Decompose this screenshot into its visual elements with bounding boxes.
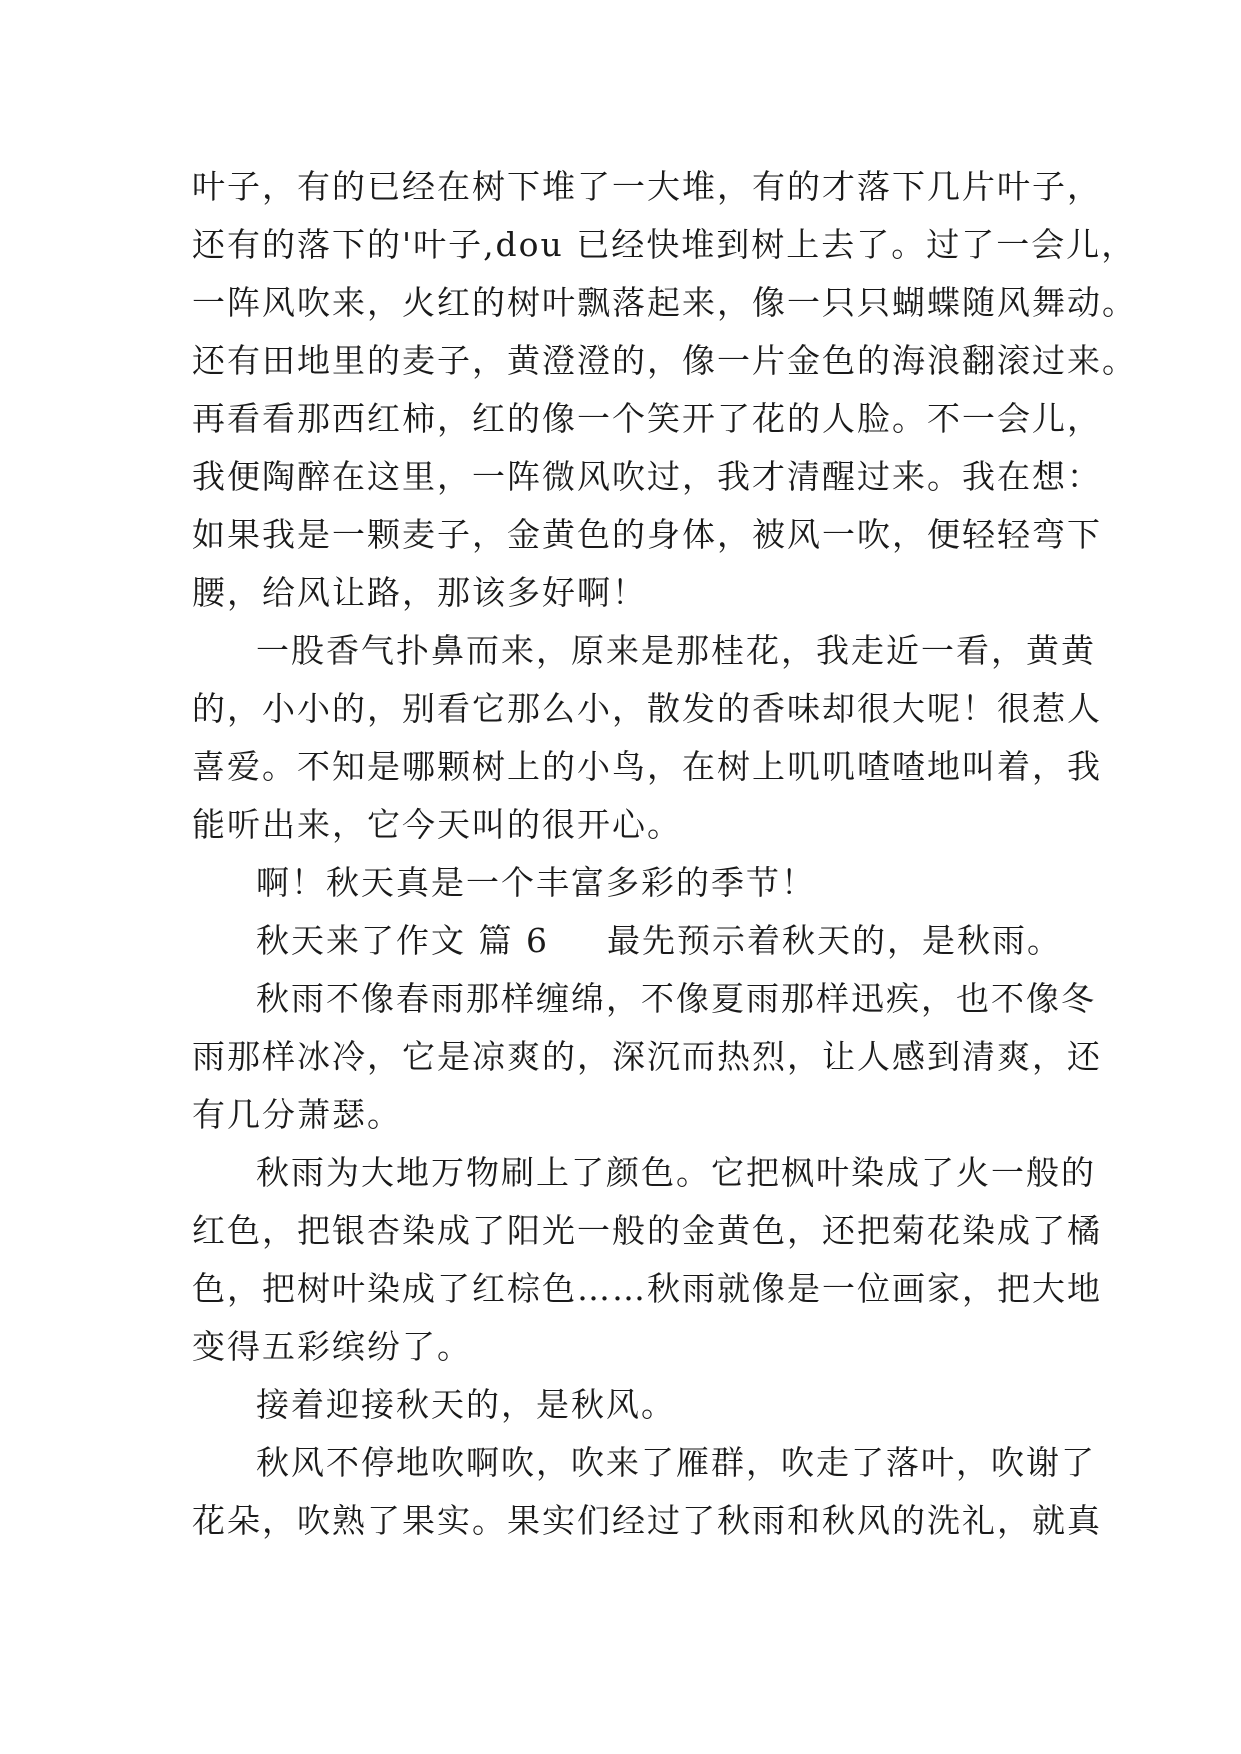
section-heading: 秋天来了作文 篇 6 [256, 921, 549, 960]
text-line: 能听出来，它今天叫的很开心。 [192, 805, 682, 844]
text-line: 腰，给风让路，那该多好啊！ [192, 573, 647, 612]
text-line: 有几分萧瑟。 [192, 1095, 402, 1134]
document-body [192, 158, 1137, 1550]
paragraph-start-line: 秋雨不像春雨那样缠绵，不像夏雨那样迅疾，也不像冬 [256, 979, 1096, 1018]
section-first-sentence: 最先预示着秋天的，是秋雨。 [606, 921, 1062, 960]
text-line: 我便陶醉在这里，一阵微风吹过，我才清醒过来。我在想： [192, 457, 1102, 496]
text-line: 雨那样冰冷，它是凉爽的，深沉而热烈，让人感到清爽，还 [192, 1037, 1102, 1076]
text-line: 红色，把银杏染成了阳光一般的金黄色，还把菊花染成了橘 [192, 1211, 1102, 1250]
text-line: 色，把树叶染成了红棕色……秋雨就像是一位画家，把大地 [192, 1269, 1102, 1308]
text-line: 一阵风吹来，火红的树叶飘落起来，像一只只蝴蝶随风舞动。 [192, 283, 1137, 322]
text-line: 喜爱。不知是哪颗树上的小鸟，在树上叽叽喳喳地叫着，我 [192, 747, 1102, 786]
text-line: 叶子，有的已经在树下堆了一大堆，有的才落下几片叶子， [192, 167, 1102, 206]
text-line: 再看看那西红柿，红的像一个笑开了花的人脸。不一会儿， [192, 399, 1102, 438]
text-line: 如果我是一颗麦子，金黄色的身体，被风一吹，便轻轻弯下 [192, 515, 1102, 554]
text-line: 的，小小的，别看它那么小，散发的香味却很大呢！很惹人 [192, 689, 1102, 728]
text-line: 变得五彩缤纷了。 [192, 1327, 472, 1366]
text-line: 还有田地里的麦子，黄澄澄的，像一片金色的海浪翻滚过来。 [192, 341, 1137, 380]
paragraph-start-line: 秋雨为大地万物刷上了颜色。它把枫叶染成了火一般的 [256, 1153, 1096, 1192]
paragraph-start-line: 接着迎接秋天的，是秋风。 [256, 1385, 676, 1424]
text-line: 花朵，吹熟了果实。果实们经过了秋雨和秋风的洗礼，就真 [192, 1501, 1102, 1540]
paragraph-start-line: 一股香气扑鼻而来，原来是那桂花，我走近一看，黄黄 [256, 631, 1096, 670]
paragraph-start-line: 秋风不停地吹啊吹，吹来了雁群，吹走了落叶，吹谢了 [256, 1443, 1096, 1482]
paragraph-start-line: 啊！秋天真是一个丰富多彩的季节！ [256, 863, 816, 902]
section-heading-line [192, 912, 1062, 970]
text-line: 还有的落下的'叶子,dou 已经快堆到树上去了。过了一会儿， [192, 225, 1137, 264]
